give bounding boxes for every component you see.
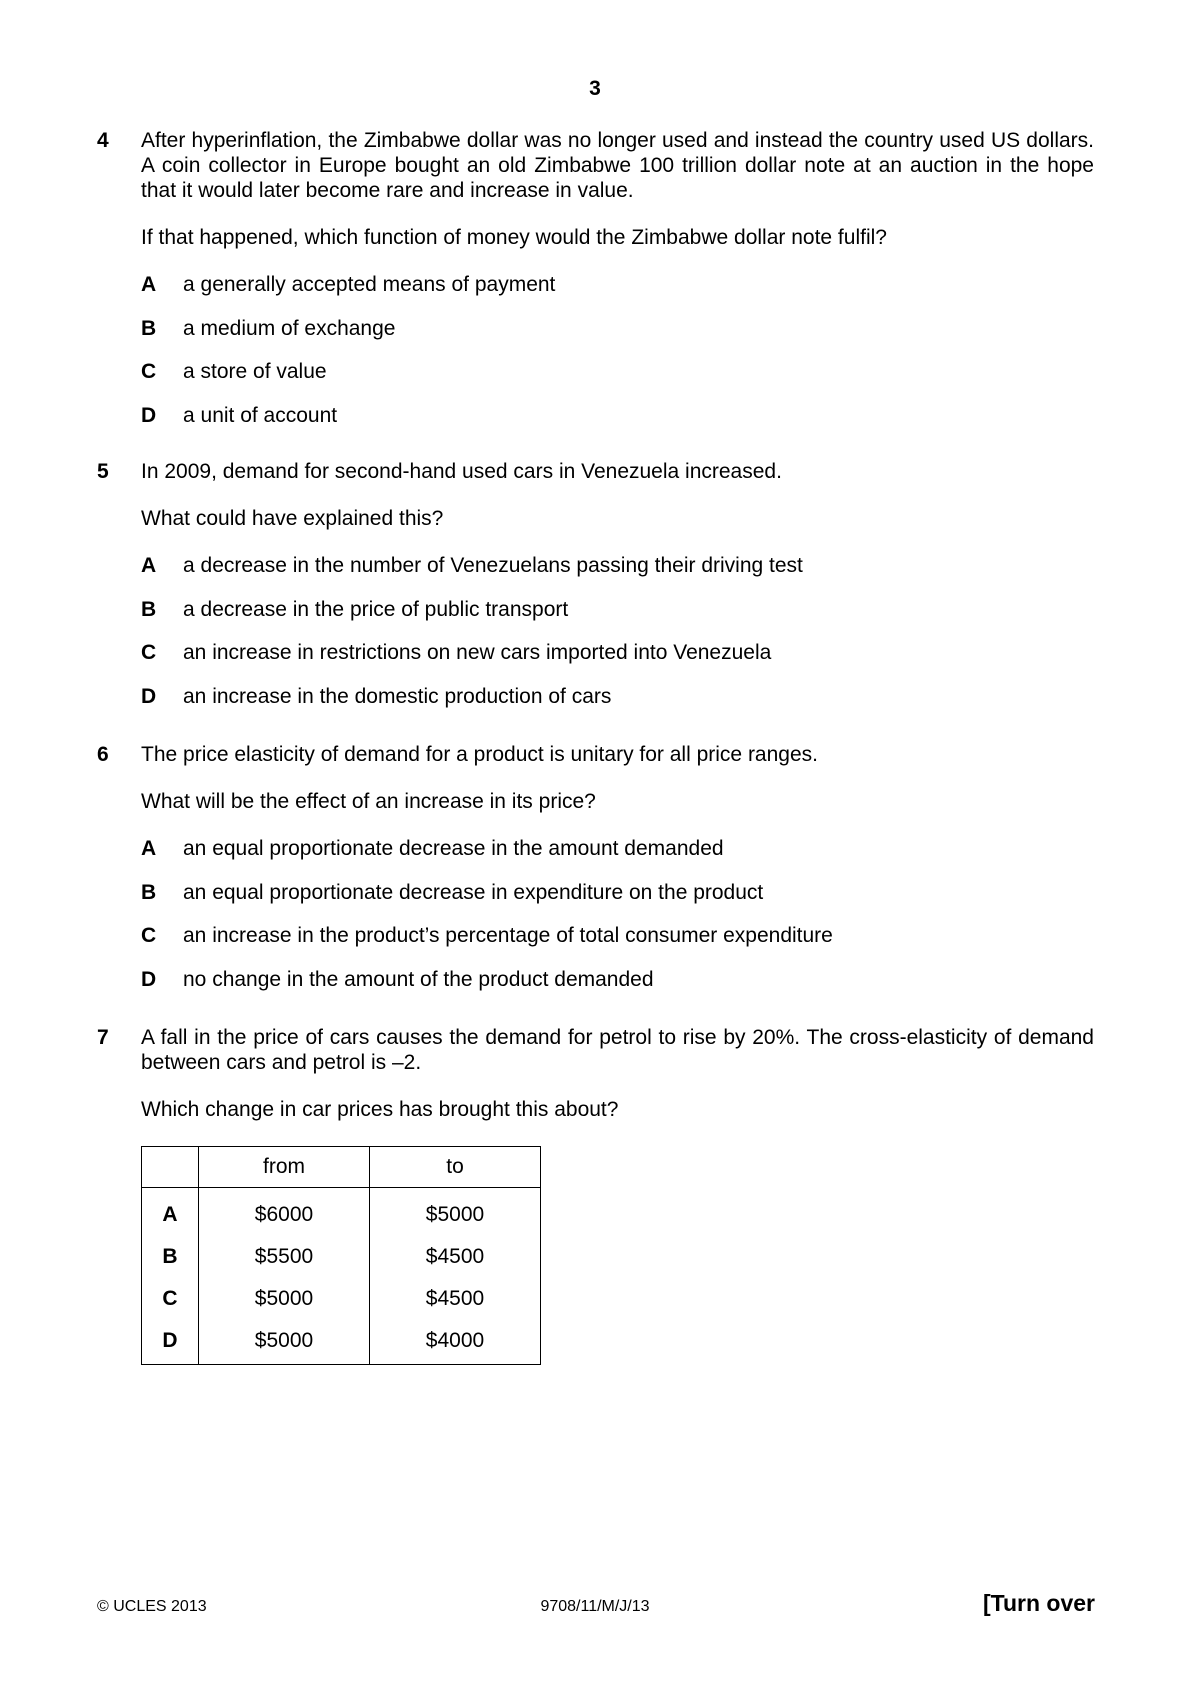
table-row <box>142 1188 541 1237</box>
option-a <box>141 272 1094 297</box>
option-b <box>141 316 1094 341</box>
option-a <box>141 836 1094 861</box>
option-text: an increase in the product’s percentage of total consumer expenditure <box>183 924 833 947</box>
question-number: 4 <box>97 129 109 152</box>
row-from-price: $5000 <box>199 1278 370 1320</box>
question-number: 7 <box>97 1026 109 1049</box>
row-letter: C <box>142 1278 199 1320</box>
option-letter: A <box>141 273 157 296</box>
option-c <box>141 359 1094 384</box>
row-to-price: $4500 <box>370 1278 541 1320</box>
row-from-price: $6000 <box>199 1188 370 1237</box>
option-text: a unit of account <box>183 403 338 427</box>
question-number: 6 <box>97 743 109 766</box>
option-letter: C <box>141 360 157 383</box>
footer-paper-code: 9708/11/M/J/13 <box>540 1598 650 1615</box>
row-to-price: $4500 <box>370 1236 541 1278</box>
option-text: an increase in the domestic production of cars <box>183 684 612 708</box>
question-prompt: If that happened, which function of money would the Zimbabwe dollar note fulfil? <box>141 226 887 249</box>
option-letter: A <box>141 837 157 860</box>
option-c <box>141 640 1094 665</box>
option-letter: B <box>141 316 157 340</box>
row-letter: B <box>142 1236 199 1278</box>
options-list <box>141 836 1094 992</box>
footer-turn-over: [Turn over <box>982 1590 1095 1616</box>
row-letter: A <box>142 1188 199 1237</box>
question-stem: The price elasticity of demand for a product is unitary for all price ranges. <box>141 743 818 766</box>
question-stem: A fall in the price of cars causes the demand for petrol to rise by 20%. The cross-elasticity of demand between cars and petrol is –2. <box>141 1026 1094 1074</box>
question-prompt: What could have explained this? <box>141 507 444 530</box>
option-letter: B <box>141 597 157 621</box>
option-text: a store of value <box>183 360 327 383</box>
option-d <box>141 684 1094 709</box>
option-letter: D <box>141 684 157 708</box>
option-text: a decrease in the number of Venezuelans passing their driving test <box>183 554 803 577</box>
question-number: 5 <box>97 460 109 483</box>
table-row <box>142 1236 541 1278</box>
options-list <box>141 553 1094 709</box>
option-d <box>141 967 1094 992</box>
row-letter: D <box>142 1320 199 1365</box>
row-from-price: $5000 <box>199 1320 370 1365</box>
question-prompt: Which change in car prices has brought this about? <box>141 1098 619 1121</box>
table-header-row <box>142 1147 541 1188</box>
price-change-table <box>141 1146 541 1365</box>
option-letter: A <box>141 554 157 577</box>
option-text: a generally accepted means of payment <box>183 273 556 296</box>
option-letter: C <box>141 641 157 664</box>
question-stem: After hyperinflation, the Zimbabwe dollar was no longer used and instead the country used US dollars. A coin collector in Europe bought an old Zimbabwe 100 trillion dollar note at an auction in the hope that it would later become rare and increase in value. <box>141 129 1094 202</box>
option-b <box>141 597 1094 622</box>
option-text: a medium of exchange <box>183 316 396 340</box>
option-text: no change in the amount of the product demanded <box>183 967 654 991</box>
option-text: an equal proportionate decrease in the amount demanded <box>183 837 724 860</box>
option-letter: B <box>141 880 157 904</box>
option-b <box>141 880 1094 905</box>
option-text: an equal proportionate decrease in expenditure on the product <box>183 880 764 904</box>
page-number: 3 <box>589 77 601 100</box>
row-to-price: $5000 <box>370 1188 541 1237</box>
option-d <box>141 403 1094 428</box>
option-text: a decrease in the price of public transport <box>183 597 569 621</box>
option-letter: C <box>141 924 157 947</box>
option-c <box>141 923 1094 948</box>
option-letter: D <box>141 403 157 427</box>
footer-copyright: © UCLES 2013 <box>97 1598 207 1615</box>
option-a <box>141 553 1094 578</box>
table-header-from: from <box>199 1147 370 1188</box>
table-row <box>142 1278 541 1320</box>
option-text: an increase in restrictions on new cars imported into Venezuela <box>183 641 772 664</box>
table-header-blank <box>142 1147 199 1188</box>
options-list <box>141 272 1094 428</box>
table-row <box>142 1320 541 1365</box>
question-prompt: What will be the effect of an increase in its price? <box>141 790 596 813</box>
option-letter: D <box>141 967 157 991</box>
row-to-price: $4000 <box>370 1320 541 1365</box>
table-header-to: to <box>370 1147 541 1188</box>
question-stem: In 2009, demand for second-hand used cars in Venezuela increased. <box>141 460 782 483</box>
row-from-price: $5500 <box>199 1236 370 1278</box>
